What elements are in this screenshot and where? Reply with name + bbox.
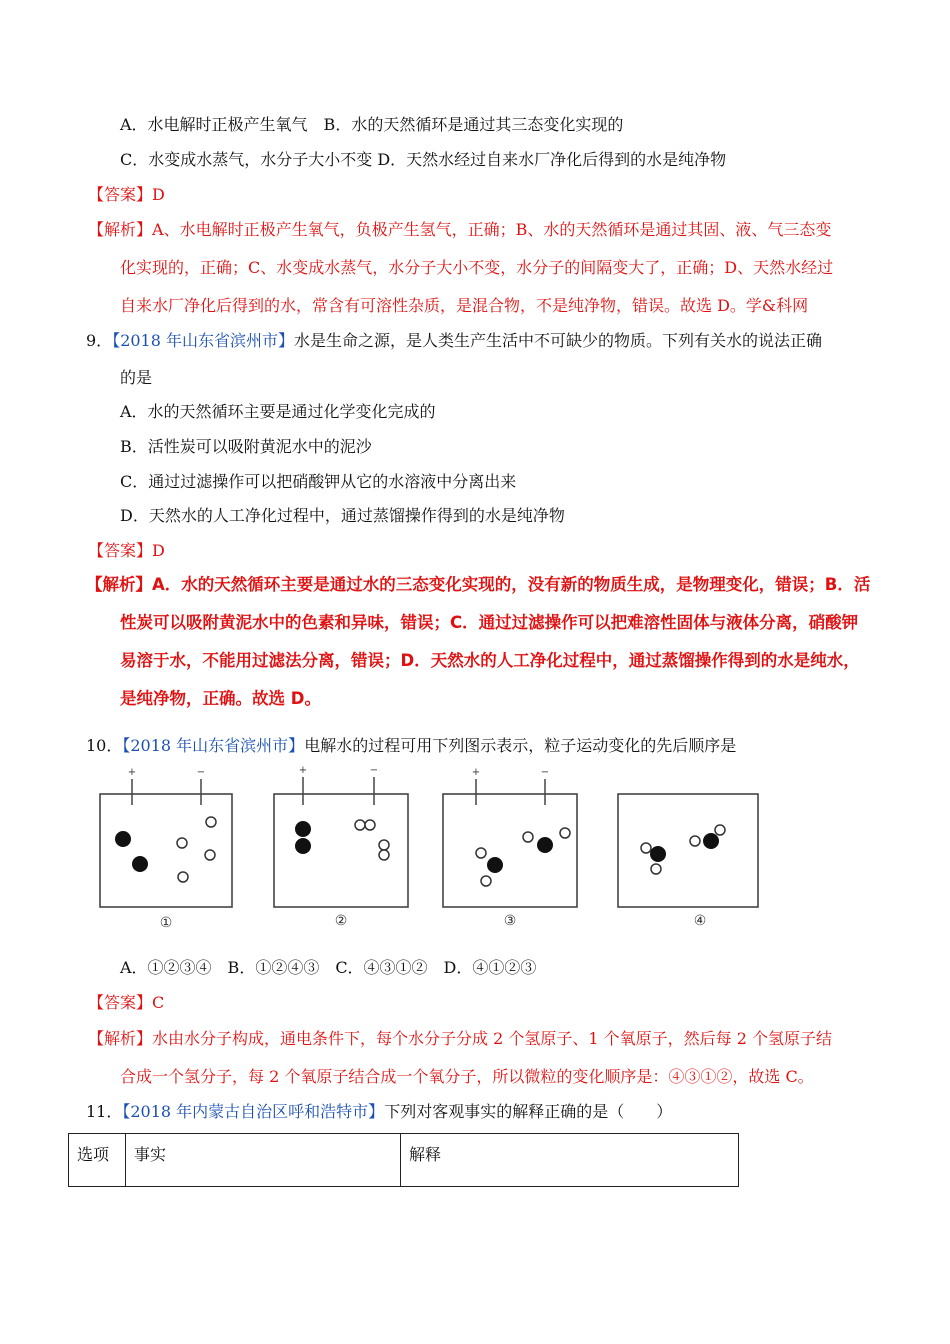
q9-option-b: B．活性炭可以吸附黄泥水中的泥沙 [120, 437, 372, 456]
q9-source: 【2018 年山东省滨州市】 [112, 331, 294, 350]
q9-analysis-line-4: 是纯净物，正确。故选 D。 [120, 689, 321, 708]
q9-answer: 【答案】D [88, 541, 165, 560]
q10-source: 【2018 年山东省滨州市】 [122, 736, 305, 755]
q9-stem-text: 水是生命之源，是人类生产生活中不可缺少的物质。下列有关水的说法正确 [294, 331, 823, 350]
panel-3-plus: + [471, 767, 481, 778]
panel-1-minus: − [196, 767, 206, 778]
q10-stem-text: 电解水的过程可用下列图示表示，粒子运动变化的先后顺序是 [304, 736, 737, 755]
q8-analysis-tag: 【解析】 [88, 220, 153, 239]
q10-analysis-line-2: 合成一个氢分子，每 2 个氧原子结合成一个氧分子，所以微粒的变化顺序是：④③①②，故选 C。 [120, 1067, 814, 1086]
table-header-row [69, 1134, 739, 1187]
panel-1-label: ① [159, 915, 173, 931]
q9-number: 9． [86, 331, 113, 350]
q10-stem [86, 735, 736, 757]
q9-option-c: C．通过过滤操作可以把硝酸钾从它的水溶液中分离出来 [120, 472, 517, 491]
q11-stem-text: 下列对客观事实的解释正确的是（ ） [384, 1102, 673, 1121]
panel-2-plus: + [298, 765, 308, 776]
q8-options-cd: C．水变成水蒸气，水分子大小不变 D．天然水经过自来水厂净化后得到的水是纯净物 [120, 150, 727, 169]
q8-analysis-line-1 [88, 219, 831, 241]
q10-number: 10． [86, 736, 123, 755]
q11-number: 11． [86, 1102, 123, 1121]
q8-options-ab: A．水电解时正极产生氧气 B．水的天然循环是通过其三态变化实现的 [120, 115, 624, 134]
q9-stem-line-2: 的是 [120, 368, 153, 387]
q8-analysis-line-3: 自来水厂净化后得到的水，常含有可溶性杂质，是混合物，不是纯净物，错误。故选 D。学&科网 [120, 296, 809, 315]
q9-stem-line-1 [86, 330, 822, 352]
electrolysis-figure [98, 765, 764, 935]
q9-analysis-line-3: 易溶于水，不能用过滤法分离，错误；D．天然水的人工净化过程中，通过蒸馏操作得到的水是纯水， [120, 651, 860, 670]
q11-source: 【2018 年内蒙古自治区呼和浩特市】 [122, 1102, 385, 1121]
panel-2-label: ② [334, 913, 348, 929]
table-header-option: 选项 [69, 1134, 126, 1187]
q9-analysis-line-2: 性炭可以吸附黄泥水中的色素和异味，错误；C．通过过滤操作可以把难溶性固体与液体分离，硝酸钾 [120, 613, 859, 632]
q10-answer: 【答案】C [88, 993, 165, 1012]
q8-analysis-text: A、水电解时正极产生氧气，负极产生氢气，正确；B、水的天然循环是通过其固、液、气三态变 [152, 220, 832, 239]
q10-analysis-text: 水由水分子构成，通电条件下，每个水分子分成 2 个氢原子、1 个氧原子，然后每 2 个氢原子结 [152, 1029, 832, 1048]
panel-3-minus: − [540, 767, 550, 778]
q8-answer: 【答案】D [88, 185, 165, 204]
panel-2-minus: − [369, 765, 379, 776]
q10-analysis-tag: 【解析】 [88, 1029, 153, 1048]
q10-options: A．①②③④ B．①②④③ C．④③①② D．④①②③ [120, 958, 537, 977]
panel-1-plus: + [127, 767, 137, 778]
panel-1 [100, 767, 232, 931]
q9-option-d: D．天然水的人工净化过程中，通过蒸馏操作得到的水是纯净物 [120, 506, 565, 525]
panel-4 [618, 794, 758, 929]
q11-table [68, 1133, 739, 1187]
q8-analysis-line-2: 化实现的，正确；C、水变成水蒸气，水分子大小不变，水分子的间隔变大了，正确；D、天然水经过 [120, 258, 834, 277]
panel-2 [274, 765, 408, 929]
q9-option-a: A．水的天然循环主要是通过化学变化完成的 [120, 402, 436, 421]
q9-analysis-line-1: 【解析】A．水的天然循环主要是通过水的三态变化实现的，没有新的物质生成，是物理变化，错误；B．活 [86, 575, 871, 594]
q10-analysis-line-1 [88, 1028, 832, 1050]
q11-stem [86, 1101, 672, 1123]
panel-3 [443, 767, 577, 929]
panel-4-label: ④ [693, 913, 707, 929]
table-header-explanation: 解释 [401, 1134, 739, 1187]
panel-3-label: ③ [503, 913, 517, 929]
table-header-fact: 事实 [126, 1134, 401, 1187]
